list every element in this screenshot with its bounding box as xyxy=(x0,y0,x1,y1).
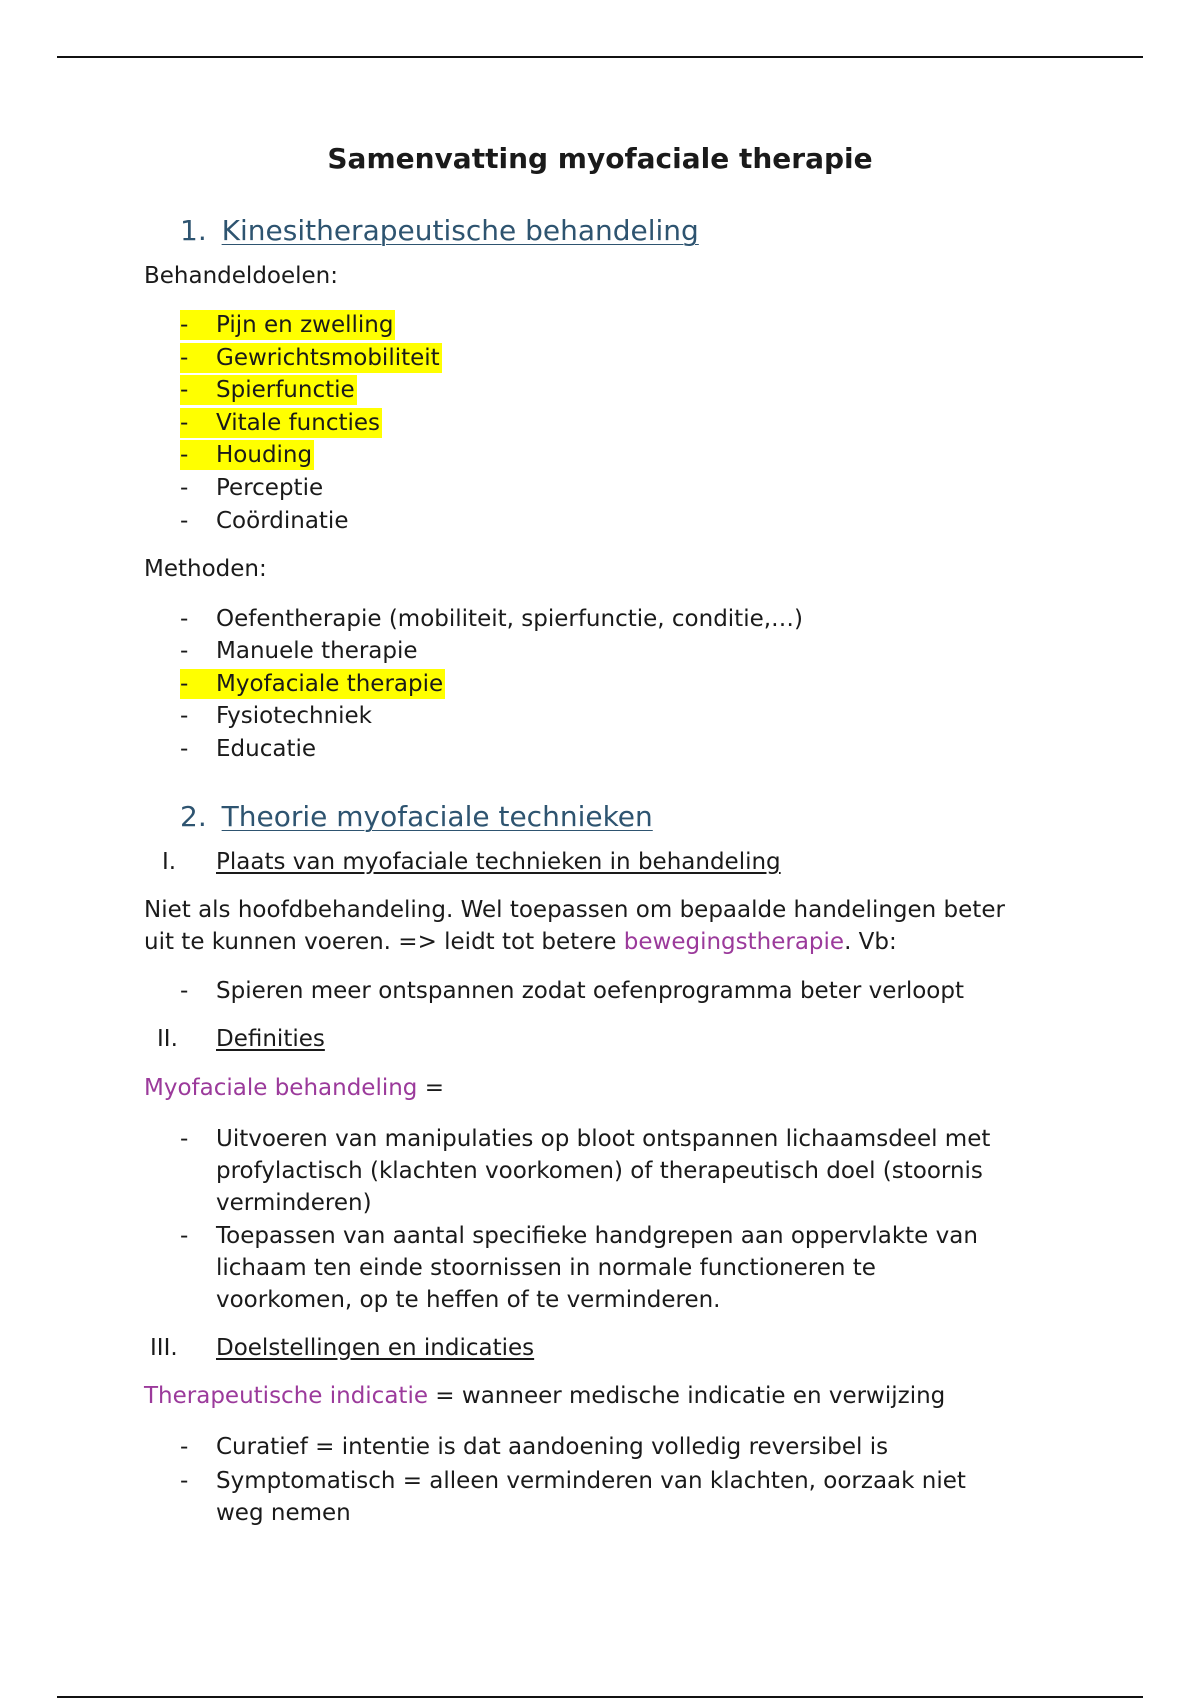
definition-line xyxy=(144,1075,444,1101)
goal-item-text: Coördinatie xyxy=(216,507,349,534)
bullet-dash: - xyxy=(180,1126,189,1152)
header-rule xyxy=(57,56,1143,58)
subsection-3-heading xyxy=(150,1335,1050,1365)
definition-item-1-line-1: Uitvoeren van manipulaties op bloot ontspannen lichaamsdeel met xyxy=(216,1126,991,1152)
definition-item-1-line-2: profylactisch (klachten voorkomen) of therapeutisch doel (stoornis xyxy=(216,1158,983,1184)
method-item-text: Fysiotechniek xyxy=(216,703,373,730)
bullet-dash: - xyxy=(180,475,189,501)
paragraph-line-1: Niet als hoofdbehandeling. Wel toepassen om bepaalde handelingen beter xyxy=(144,897,1005,923)
section-2-title: Theorie myofaciale technieken xyxy=(221,800,653,833)
definition-item-2-line-2: lichaam ten einde stoornissen in normale functioneren te xyxy=(216,1255,876,1281)
bullet-dash: - xyxy=(180,507,189,534)
definition-equals: = xyxy=(417,1075,444,1101)
term-therapeutische-indicatie: Therapeutische indicatie xyxy=(144,1383,428,1409)
subsection-1-heading xyxy=(162,849,1062,879)
bullet-dash: - xyxy=(180,703,189,730)
goal-item-text: Vitale functies xyxy=(216,409,381,436)
indication-item-2-line-2: weg nemen xyxy=(216,1500,351,1526)
goal-item-text: Gewrichtsmobiliteit xyxy=(216,344,440,371)
definition-item-2-line-1: Toepassen van aantal specifieke handgrepen aan oppervlakte van xyxy=(216,1223,978,1249)
indication-text: = wanneer medische indicatie en verwijzing xyxy=(428,1383,946,1409)
definition-item-1-line-3: verminderen) xyxy=(216,1190,372,1216)
bullet-dash: - xyxy=(180,638,189,665)
bullet-dash: - xyxy=(180,409,189,436)
subsection-1-title: Plaats van myofaciale technieken in behandeling xyxy=(216,849,781,875)
subsection-2-title: Definities xyxy=(216,1026,325,1052)
indication-item-2-line-1: Symptomatisch = alleen verminderen van klachten, oorzaak niet xyxy=(216,1468,966,1494)
definition-item-2-line-3: voorkomen, op te heffen of te verminderen. xyxy=(216,1287,721,1313)
goal-item-text: Houding xyxy=(216,442,313,469)
paragraph-text: uit te kunnen voeren. => leidt tot betere xyxy=(144,929,624,955)
document-title: Samenvatting myofaciale therapie xyxy=(327,142,873,175)
bullet-dash: - xyxy=(180,606,189,632)
method-item-text: Educatie xyxy=(216,735,317,762)
bullet-dash: - xyxy=(180,344,189,371)
bullet-dash: - xyxy=(180,670,189,697)
goal-item-text: Pijn en zwelling xyxy=(216,312,394,338)
bullet-dash: - xyxy=(180,1468,189,1494)
indication-line xyxy=(144,1383,945,1409)
section-1-title: Kinesitherapeutische behandeling xyxy=(221,214,699,247)
list-item-text: Spieren meer ontspannen zodat oefenprogramma beter verloopt xyxy=(216,978,964,1004)
section-1-heading xyxy=(180,214,699,247)
goal-item-text: Spierfunctie xyxy=(216,377,355,404)
bullet-dash: - xyxy=(180,312,189,338)
section-2-heading xyxy=(180,800,653,833)
subsection-2-number: II. xyxy=(157,1026,178,1052)
section-2-number: 2. xyxy=(180,800,207,833)
bullet-dash: - xyxy=(180,978,189,1004)
section-1-number: 1. xyxy=(180,214,207,247)
paragraph-line-2 xyxy=(144,929,897,955)
method-item-text: Oefentherapie (mobiliteit, spierfunctie, conditie,…) xyxy=(216,606,804,632)
bullet-dash: - xyxy=(180,1434,189,1460)
goals-label: Behandeldoelen: xyxy=(144,263,339,289)
indication-item-1-text: Curatief = intentie is dat aandoening volledig reversibel is xyxy=(216,1434,889,1460)
method-item-text: Myofaciale therapie xyxy=(216,670,444,697)
subsection-3-number: III. xyxy=(150,1335,178,1361)
goal-item-text: Perceptie xyxy=(216,475,324,501)
term-bewegingstherapie: bewegingstherapie xyxy=(623,929,845,955)
bullet-dash: - xyxy=(180,442,189,469)
subsection-1-number: I. xyxy=(162,849,177,875)
subsection-3-title: Doelstellingen en indicaties xyxy=(216,1335,535,1361)
bullet-dash: - xyxy=(180,377,189,404)
term-myofaciale-behandeling: Myofaciale behandeling xyxy=(144,1075,418,1101)
bullet-dash: - xyxy=(180,735,189,762)
methods-label: Methoden: xyxy=(144,556,267,582)
bullet-dash: - xyxy=(180,1223,189,1249)
paragraph-text-end: . Vb: xyxy=(844,929,897,955)
footer-rule xyxy=(57,1696,1143,1698)
method-item-text: Manuele therapie xyxy=(216,638,418,665)
subsection-2-heading xyxy=(157,1026,1057,1056)
